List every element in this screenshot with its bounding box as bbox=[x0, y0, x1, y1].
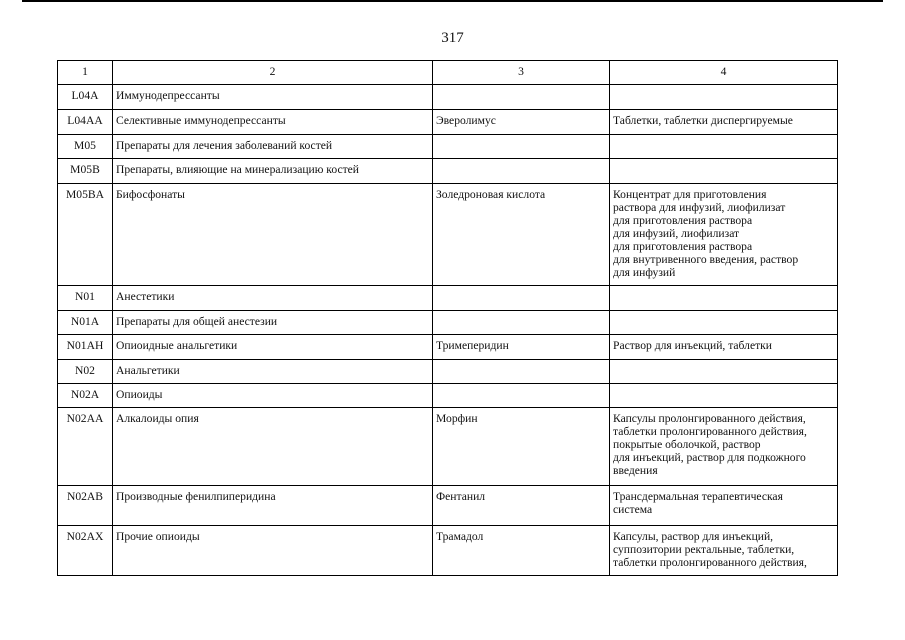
atc-code-cell: N01A bbox=[58, 311, 113, 335]
atc-code-cell: N01 bbox=[58, 286, 113, 311]
dosage-form-cell: Концентрат для приготовления раствора для инфузий, лиофилизат для приготовления раствора для инфузий, лиофилизат для приготовления раствора для внутривенного введения, раствор для инфузий bbox=[610, 184, 838, 286]
table-row bbox=[58, 526, 838, 576]
drug-name-cell: Тримеперидин bbox=[433, 335, 610, 360]
group-name-cell: Селективные иммунодепрессанты bbox=[113, 110, 433, 135]
dosage-form-cell bbox=[610, 159, 838, 184]
header-cell-2: 2 bbox=[113, 61, 433, 85]
atc-code-cell: N02AA bbox=[58, 408, 113, 486]
drug-name-cell bbox=[433, 286, 610, 311]
drug-name-cell bbox=[433, 135, 610, 159]
table-row bbox=[58, 384, 838, 408]
dosage-form-cell bbox=[610, 135, 838, 159]
drug-name-cell bbox=[433, 85, 610, 110]
atc-code-cell: L04A bbox=[58, 85, 113, 110]
drug-name-cell bbox=[433, 311, 610, 335]
drug-name-cell bbox=[433, 360, 610, 384]
drug-classification-table bbox=[57, 60, 838, 576]
atc-code-cell: N01AH bbox=[58, 335, 113, 360]
atc-code-cell: M05B bbox=[58, 159, 113, 184]
group-name-cell: Прочие опиоиды bbox=[113, 526, 433, 576]
group-name-cell: Бифосфонаты bbox=[113, 184, 433, 286]
table-row bbox=[58, 135, 838, 159]
atc-code-cell: M05 bbox=[58, 135, 113, 159]
dosage-form-cell bbox=[610, 311, 838, 335]
drug-name-cell: Трамадол bbox=[433, 526, 610, 576]
page-number: 317 bbox=[441, 30, 464, 46]
dosage-form-cell: Капсулы, раствор для инъекций, суппозитории ректальные, таблетки, таблетки пролонгированного действия, bbox=[610, 526, 838, 576]
table-row bbox=[58, 486, 838, 526]
group-name-cell: Препараты, влияющие на минерализацию костей bbox=[113, 159, 433, 184]
group-name-cell: Анестетики bbox=[113, 286, 433, 311]
group-name-cell: Препараты для лечения заболеваний костей bbox=[113, 135, 433, 159]
group-name-cell: Алкалоиды опия bbox=[113, 408, 433, 486]
table-row bbox=[58, 85, 838, 110]
table-row bbox=[58, 408, 838, 486]
dosage-form-cell bbox=[610, 384, 838, 408]
table-row bbox=[58, 110, 838, 135]
group-name-cell: Производные фенилпиперидина bbox=[113, 486, 433, 526]
dosage-form-cell bbox=[610, 286, 838, 311]
dosage-form-cell bbox=[610, 85, 838, 110]
header-cell-1: 1 bbox=[58, 61, 113, 85]
atc-code-cell: M05BA bbox=[58, 184, 113, 286]
drug-name-cell bbox=[433, 384, 610, 408]
atc-code-cell: N02AX bbox=[58, 526, 113, 576]
drug-name-cell: Эверолимус bbox=[433, 110, 610, 135]
table-row bbox=[58, 311, 838, 335]
atc-code-cell: N02AB bbox=[58, 486, 113, 526]
dosage-form-cell: Таблетки, таблетки диспергируемые bbox=[610, 110, 838, 135]
group-name-cell: Опиоиды bbox=[113, 384, 433, 408]
header-cell-4: 4 bbox=[610, 61, 838, 85]
header-cell-3: 3 bbox=[433, 61, 610, 85]
atc-code-cell: L04AA bbox=[58, 110, 113, 135]
group-name-cell: Анальгетики bbox=[113, 360, 433, 384]
table-row bbox=[58, 184, 838, 286]
atc-code-cell: N02A bbox=[58, 384, 113, 408]
dosage-form-cell: Капсулы пролонгированного действия, таблетки пролонгированного действия, покрытые оболочкой, раствор для инъекций, раствор для подкожного введения bbox=[610, 408, 838, 486]
table-row bbox=[58, 286, 838, 311]
table-row bbox=[58, 159, 838, 184]
drug-name-cell: Фентанил bbox=[433, 486, 610, 526]
group-name-cell: Опиоидные анальгетики bbox=[113, 335, 433, 360]
table-row bbox=[58, 335, 838, 360]
drug-name-cell bbox=[433, 159, 610, 184]
header-row bbox=[58, 61, 838, 85]
top-border-line bbox=[22, 0, 883, 2]
group-name-cell: Препараты для общей анестезии bbox=[113, 311, 433, 335]
group-name-cell: Иммунодепрессанты bbox=[113, 85, 433, 110]
dosage-form-cell: Раствор для инъекций, таблетки bbox=[610, 335, 838, 360]
dosage-form-cell bbox=[610, 360, 838, 384]
atc-code-cell: N02 bbox=[58, 360, 113, 384]
drug-name-cell: Морфин bbox=[433, 408, 610, 486]
dosage-form-cell: Трансдермальная терапевтическая система bbox=[610, 486, 838, 526]
table-row bbox=[58, 360, 838, 384]
drug-name-cell: Золедроновая кислота bbox=[433, 184, 610, 286]
